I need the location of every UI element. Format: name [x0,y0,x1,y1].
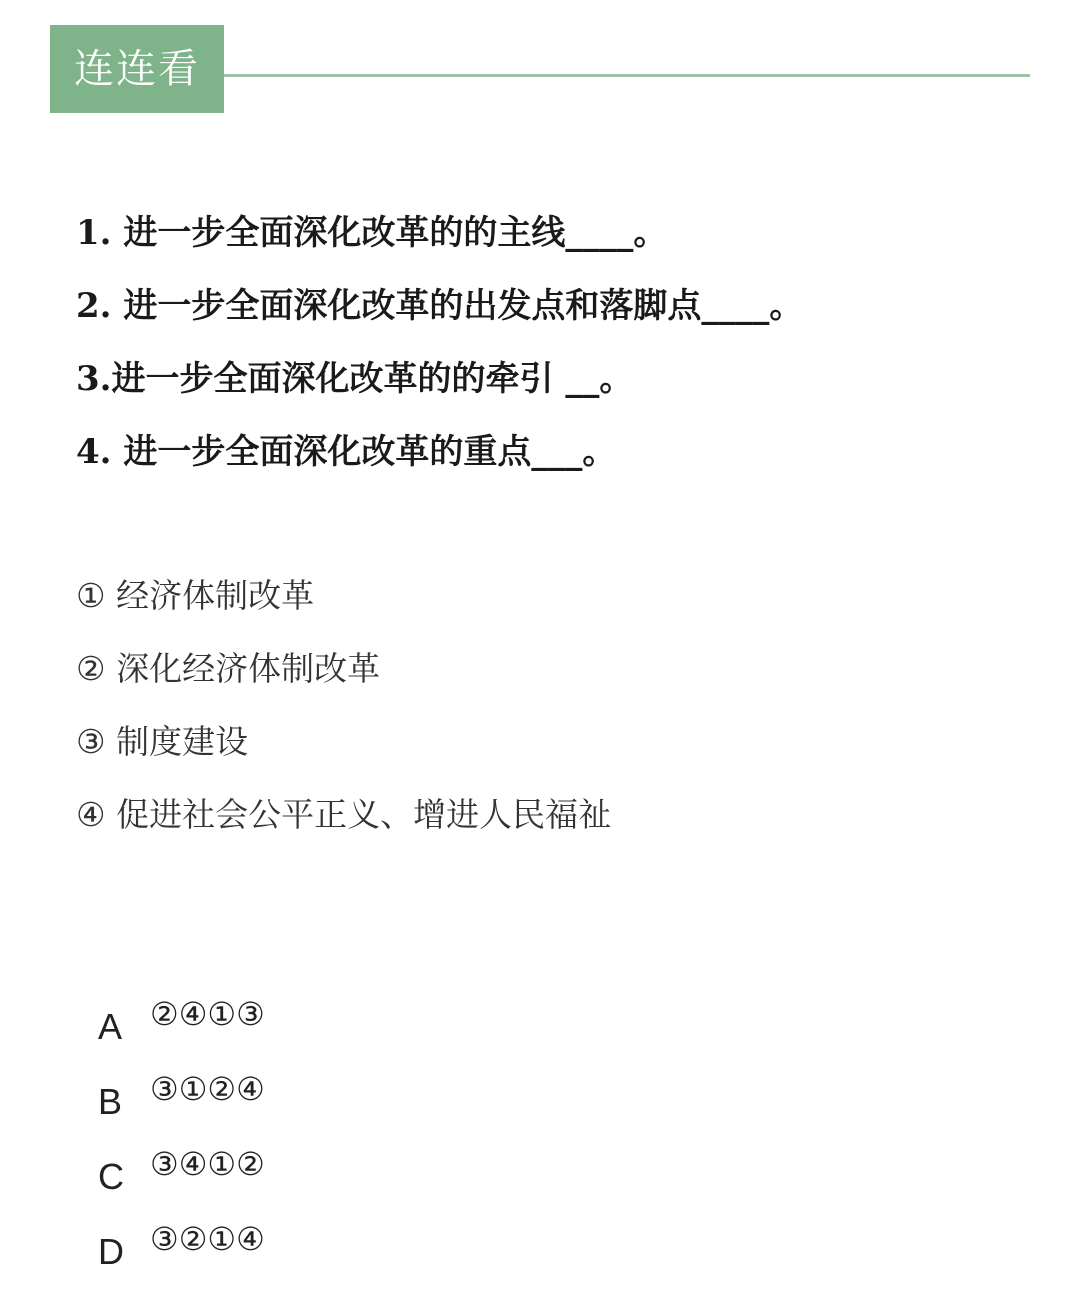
question-item [76,422,1056,495]
section-title-badge [50,25,224,113]
answer-choice-a[interactable] [98,985,498,1060]
answer-sequence: ③④①② [150,1145,265,1183]
answer-choice-list [98,985,498,1285]
answer-sequence: ②④①③ [150,995,265,1033]
answer-choice-d[interactable] [98,1210,498,1285]
answer-letter: A [98,1006,123,1047]
question-text: 进一步全面深化改革的的主线____。 [111,213,668,253]
answer-choice-b[interactable] [98,1060,498,1135]
option-item: ④ 促进社会公平正义、增进人民福祉 [76,795,612,834]
question-item [76,203,1056,276]
header-divider [224,74,1030,77]
option-item: ② 深化经济体制改革 [76,649,381,688]
question-item [76,349,1056,422]
answer-letter: B [98,1081,123,1122]
answer-choice-c[interactable] [98,1135,498,1210]
option-item: ③ 制度建设 [76,722,249,761]
question-number: 3. [76,359,112,399]
answer-sequence: ③②①④ [150,1220,265,1258]
question-text: 进一步全面深化改革的出发点和落脚点____。 [111,286,804,326]
answer-sequence: ③①②④ [150,1070,265,1108]
question-number: 4. [76,432,112,472]
question-text: 进一步全面深化改革的重点___。 [111,432,617,472]
option-list [76,568,1056,860]
question-list [76,203,1056,495]
question-item [76,276,1056,349]
answer-letter: D [98,1231,124,1272]
question-number: 1. [76,213,112,253]
question-text: 进一步全面深化改革的的牵引 __。 [111,359,634,399]
section-title: 连连看 [74,46,200,92]
question-number: 2. [76,286,112,326]
answer-letter: C [98,1156,124,1197]
option-item: ① 经济体制改革 [76,576,315,615]
